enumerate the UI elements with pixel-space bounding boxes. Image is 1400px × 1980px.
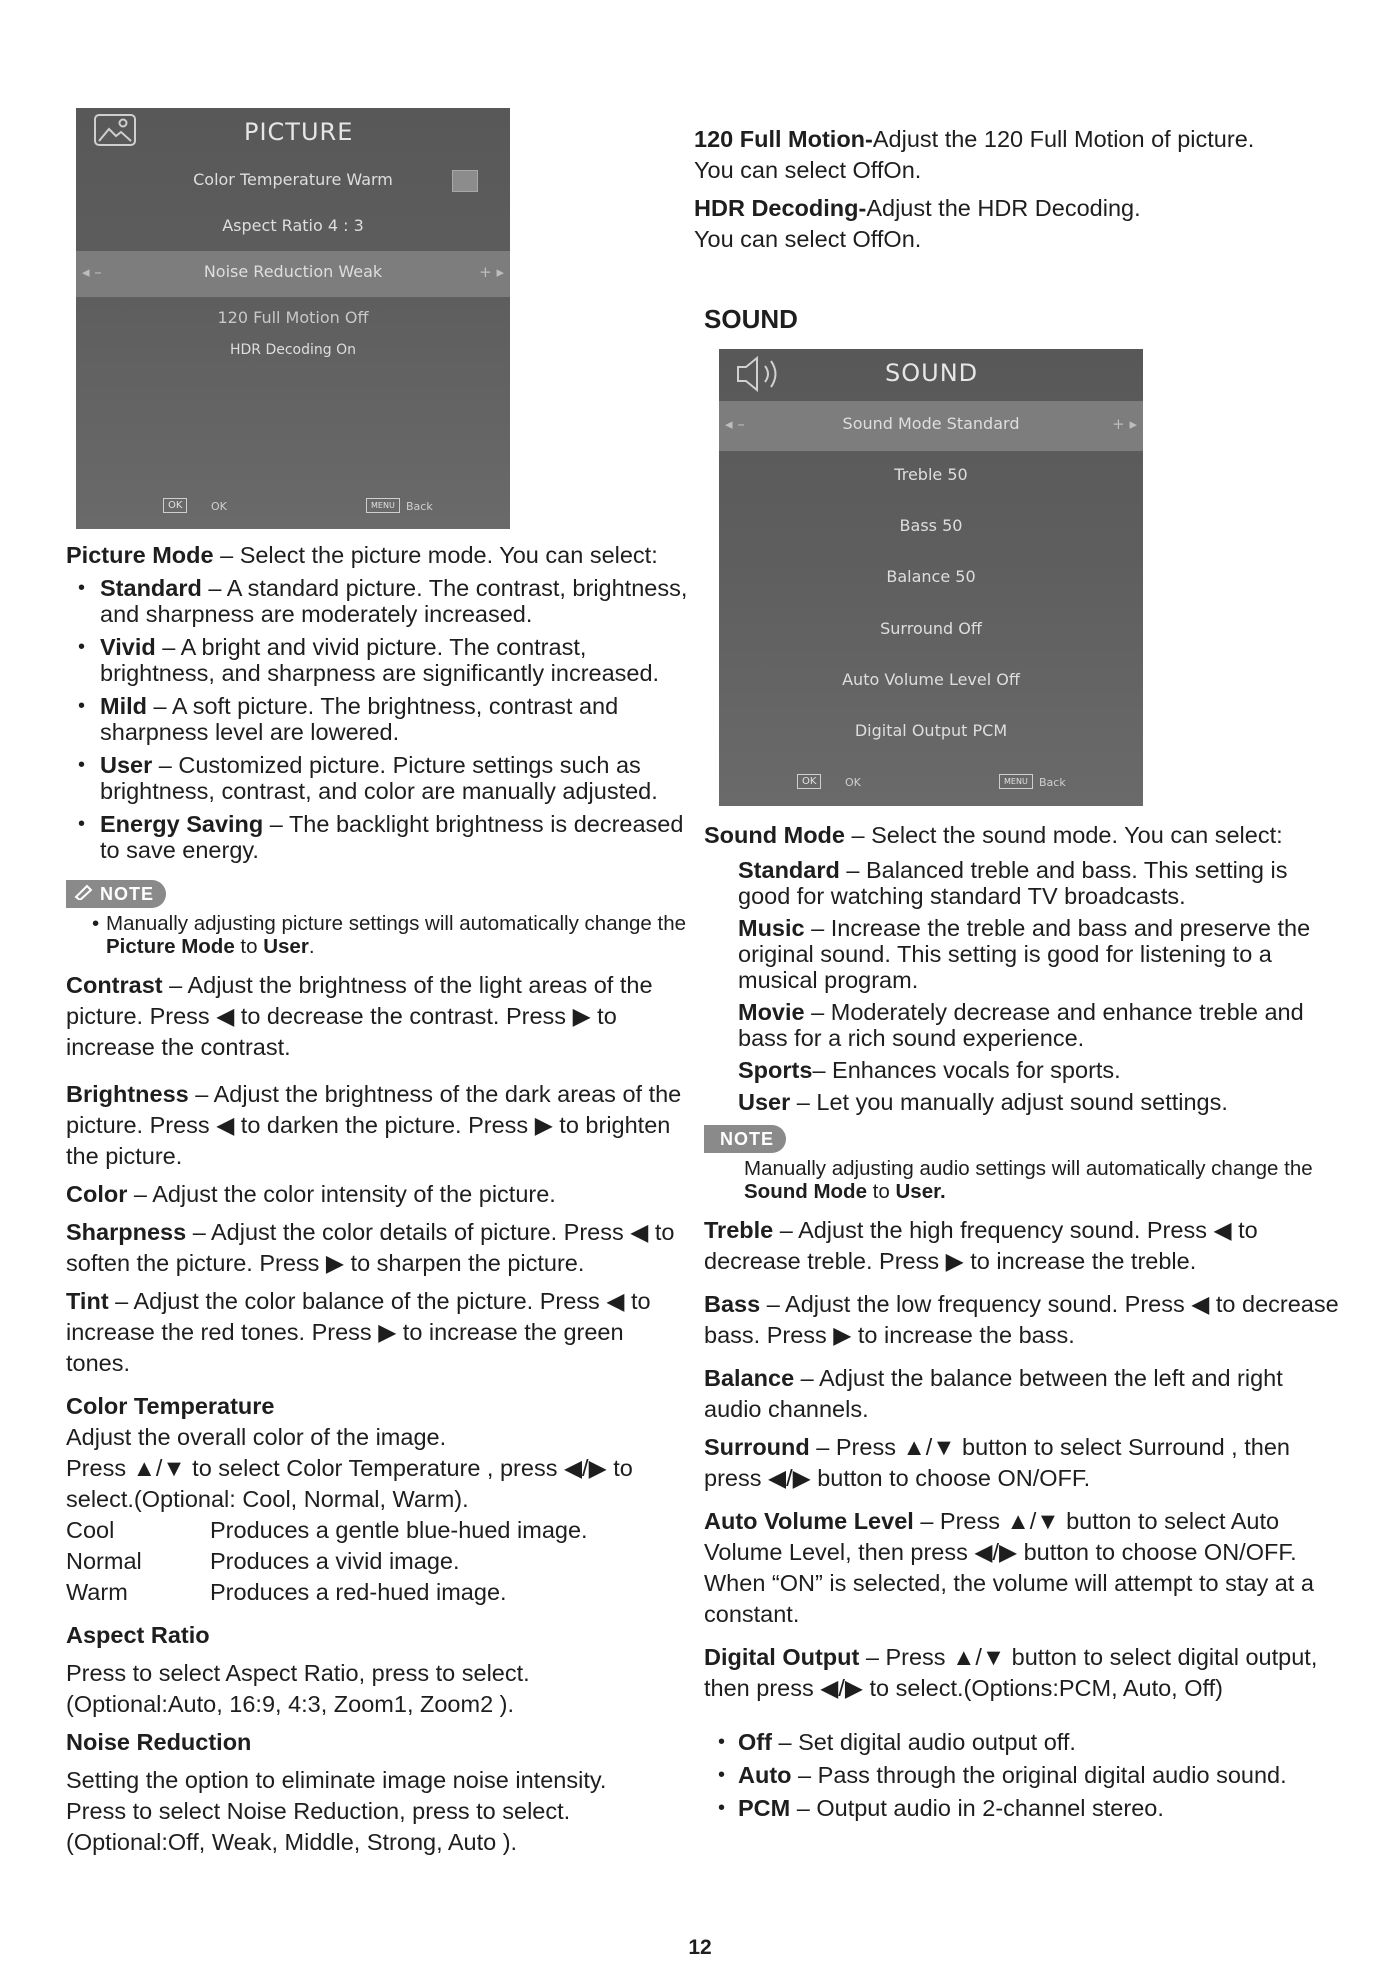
back-label: Back [1039,776,1066,789]
option-name: Off [738,1729,772,1755]
bass-paragraph [704,1289,1344,1351]
contrast-paragraph [66,970,688,1063]
osd-item[interactable]: Bass 50 [899,516,963,535]
option-name: User [738,1089,791,1115]
note-body: . [308,935,315,958]
sound-mode-label: Sound Mode [704,822,845,848]
auto-volume-note: When “ON” is selected, the volume will attempt to stay at a constant. [704,1570,1314,1627]
list-item [704,1759,1344,1792]
sound-note-text [744,1157,1344,1203]
noise-reduction-line1: Setting the option to eliminate image noise intensity. [66,1767,607,1793]
picture-mode-label: Picture Mode [66,542,214,568]
note-badge [66,880,166,908]
option-name: Energy Saving [100,811,264,837]
list-item [738,915,1344,993]
digital-output-label: Digital Output [704,1644,860,1670]
noise-reduction-line2: Press to select Noise Reduction, press to select. [66,1798,571,1824]
noise-reduction-heading: Noise Reduction [66,1729,252,1755]
def-term: Cool [66,1517,115,1543]
hdr-label: HDR Decoding- [694,195,867,221]
aspect-ratio-line1: Press to select Aspect Ratio, press to select. [66,1660,530,1686]
tint-text: – Adjust the color balance of the picture. Press ◀ to increase the red tones. Press ▶ to increase the green tones. [66,1288,651,1376]
left-arrow-icon[interactable]: ◂ – [82,263,102,281]
picture-mode-text: – Select the picture mode. You can select: [213,542,658,568]
aspect-ratio-line2: (Optional:Auto, 16:9, 4:3, Zoom1, Zoom2 ). [66,1691,515,1717]
contrast-text: – Adjust the brightness of the light areas of the picture. Press ◀ to decrease the contrast. Press ▶ to increase the contrast. [66,972,653,1060]
list-item [66,752,688,804]
option-name: Movie [738,999,805,1025]
ok-key-icon: OK [797,774,821,789]
brightness-text: – Adjust the brightness of the dark areas of the picture. Press ◀ to darken the picture. Press ▶ to brighten the picture. [66,1081,682,1169]
color-swatch-icon [452,170,478,192]
list-item [738,857,1344,909]
picture-icon [94,114,136,146]
color-temperature-defs [66,1515,688,1608]
option-name: Standard [100,575,202,601]
tint-label: Tint [66,1288,109,1314]
pencil-icon [74,880,94,908]
option-name: Mild [100,693,147,719]
auto-volume-text: – Press ▲/▼ button to select Auto Volume Level, then press ◀/▶ button to choose ON/OFF. [704,1508,1297,1565]
option-desc: – Set digital audio output off. [771,1729,1076,1755]
note-label: NOTE [720,1129,775,1149]
balance-text: – Adjust the balance between the left and right audio channels. [704,1365,1283,1422]
osd-item[interactable]: Treble 50 [894,465,968,484]
note-bold: User. [895,1180,946,1203]
option-desc: – Pass through the original digital audio sound. [791,1762,1287,1788]
option-name: Standard [738,857,840,883]
sharpness-label: Sharpness [66,1219,187,1245]
list-item [66,634,688,686]
balance-paragraph [704,1363,1344,1425]
list-item [66,811,688,863]
option-desc: – Increase the treble and bass and preserve the original sound. This setting is good for listening to a musical program. [738,915,1311,993]
surround-paragraph [704,1432,1344,1494]
full-motion-select: You can select OffOn. [694,157,922,183]
menu-key-icon: MENU [999,774,1033,789]
note-badge [704,1125,786,1153]
picture-mode-intro [66,540,688,571]
osd-item-selected[interactable]: Noise Reduction Weak [203,262,383,281]
osd-title: SOUND [885,359,979,387]
contrast-label: Contrast [66,972,163,998]
option-name: Music [738,915,805,941]
osd-item[interactable]: Surround Off [880,619,982,638]
option-desc: – A soft picture. The brightness, contrast and sharpness level are lowered. [100,693,619,745]
full-motion-label: 120 Full Motion- [694,126,873,152]
note-bold: User [263,935,309,958]
balance-label: Balance [704,1365,795,1391]
def-desc: Produces a red-hued image. [210,1579,507,1605]
treble-text: – Adjust the high frequency sound. Press ◀ to decrease treble. Press ▶ to increase the treble. [704,1217,1258,1274]
sound-osd-screenshot [719,349,1143,806]
sound-mode-intro [704,820,1344,851]
osd-item[interactable]: HDR Decoding On [229,342,357,358]
note-bold: Sound Mode [744,1180,867,1203]
osd-item[interactable]: 120 Full Motion Off [217,308,369,327]
osd-item-selected[interactable]: Sound Mode Standard [842,414,1020,433]
color-temperature-line1: Adjust the overall color of the image. [66,1424,447,1450]
osd-item[interactable]: Balance 50 [886,567,976,586]
color-paragraph [66,1179,688,1210]
option-name: Vivid [100,634,156,660]
menu-key-icon: MENU [366,498,400,513]
surround-label: Surround [704,1434,810,1460]
page-number: 12 [688,1936,712,1959]
option-desc: – Customized picture. Picture settings such as brightness, contrast, and color are manually adjusted. [100,752,658,804]
sound-mode-text: – Select the sound mode. You can select: [844,822,1283,848]
right-column [704,820,1344,1825]
bass-label: Bass [704,1291,761,1317]
note-body: to [234,935,264,958]
right-arrow-icon[interactable]: + ▸ [479,263,504,281]
list-item [66,575,688,627]
option-desc: – A standard picture. The contrast, brightness, and sharpness are moderately increased. [100,575,688,627]
bass-text: – Adjust the low frequency sound. Press ◀ to decrease bass. Press ▶ to increase the bass. [704,1291,1339,1348]
digital-output-paragraph [704,1642,1344,1704]
sound-section-title: SOUND [704,304,798,334]
brightness-label: Brightness [66,1081,189,1107]
hdr-text: Adjust the HDR Decoding. [866,195,1141,221]
list-item [66,693,688,745]
osd-title: PICTURE [244,118,354,146]
hdr-paragraph [694,193,1344,224]
def-term: Warm [66,1579,128,1605]
color-temperature-heading: Color Temperature [66,1393,275,1419]
option-name: User [100,752,153,778]
right-top-text [694,124,1344,255]
option-desc: – Enhances vocals for sports. [812,1057,1121,1083]
note-bold: Picture Mode [106,935,235,958]
speaker-icon [735,355,783,393]
osd-item[interactable]: Color Temperature Warm [193,170,393,189]
full-motion-text: Adjust the 120 Full Motion of picture. [872,126,1255,152]
ok-label: OK [845,776,861,789]
sharpness-text: – Adjust the color details of picture. Press ◀ to soften the picture. Press ▶ to sharpen the picture. [66,1219,675,1276]
option-desc: – A bright and vivid picture. The contrast, brightness, and sharpness are significantly increased. [100,634,660,686]
list-item [738,1057,1344,1083]
option-desc: – Let you manually adjust sound settings. [790,1089,1228,1115]
def-desc: Produces a gentle blue-hued image. [210,1517,588,1543]
treble-paragraph [704,1215,1344,1277]
picture-note-text [92,912,688,958]
digital-output-list [704,1726,1344,1825]
note-body: to [866,1180,896,1203]
list-item [738,1089,1344,1115]
treble-label: Treble [704,1217,774,1243]
sharpness-paragraph [66,1217,688,1279]
option-desc: – Balanced treble and bass. This setting is good for watching standard TV broadcasts. [738,857,1288,909]
option-name: PCM [738,1795,791,1821]
option-desc: – The backlight brightness is decreased to save energy. [100,811,684,863]
option-name: Auto [738,1762,792,1788]
auto-volume-label: Auto Volume Level [704,1508,914,1534]
back-label: Back [406,500,433,513]
color-text: – Adjust the color intensity of the picture. [127,1181,556,1207]
ok-key-icon: OK [163,498,187,513]
brightness-paragraph [66,1079,688,1172]
note-body: Manually adjusting picture settings will automatically change the [106,912,687,935]
aspect-ratio-heading: Aspect Ratio [66,1622,210,1648]
option-name: Sports [738,1057,813,1083]
full-motion-paragraph [694,124,1344,155]
ok-label: OK [211,500,227,513]
osd-item[interactable]: Aspect Ratio 4 : 3 [222,216,364,235]
osd-item[interactable]: Digital Output PCM [854,721,1008,740]
list-item [738,999,1344,1051]
def-desc: Produces a vivid image. [210,1548,460,1574]
left-column [66,540,688,1858]
right-arrow-icon[interactable]: + ▸ [1112,415,1137,433]
noise-reduction-line3: (Optional:Off, Weak, Middle, Strong, Auto ). [66,1829,518,1855]
picture-osd-screenshot [76,108,510,529]
picture-mode-list [66,575,688,863]
note-body: Manually adjusting audio settings will automatically change the [744,1157,1313,1180]
option-desc: – Output audio in 2-channel stereo. [790,1795,1164,1821]
option-desc: – Moderately decrease and enhance treble and bass for a rich sound experience. [738,999,1304,1051]
digital-output-text: – Press ▲/▼ button to select digital output, then press ◀/▶ to select.(Options:PCM, Auto, Off) [704,1644,1318,1701]
hdr-select: You can select OffOn. [694,226,922,252]
tint-paragraph [66,1286,688,1379]
color-label: Color [66,1181,128,1207]
osd-item[interactable]: Auto Volume Level Off [842,670,1020,689]
auto-volume-paragraph [704,1506,1344,1568]
sound-mode-options [704,857,1344,1115]
left-arrow-icon[interactable]: ◂ – [725,415,745,433]
list-item [704,1792,1344,1825]
list-item [704,1726,1344,1759]
color-temperature-line2: Press ▲/▼ to select Color Temperature , press ◀/▶ to select.(Optional: Cool, Normal, Warm). [66,1455,633,1512]
note-label: NOTE [100,884,155,904]
surround-text: – Press ▲/▼ button to select Surround , then press ◀/▶ button to choose ON/OFF. [704,1434,1290,1491]
def-term: Normal [66,1548,142,1574]
